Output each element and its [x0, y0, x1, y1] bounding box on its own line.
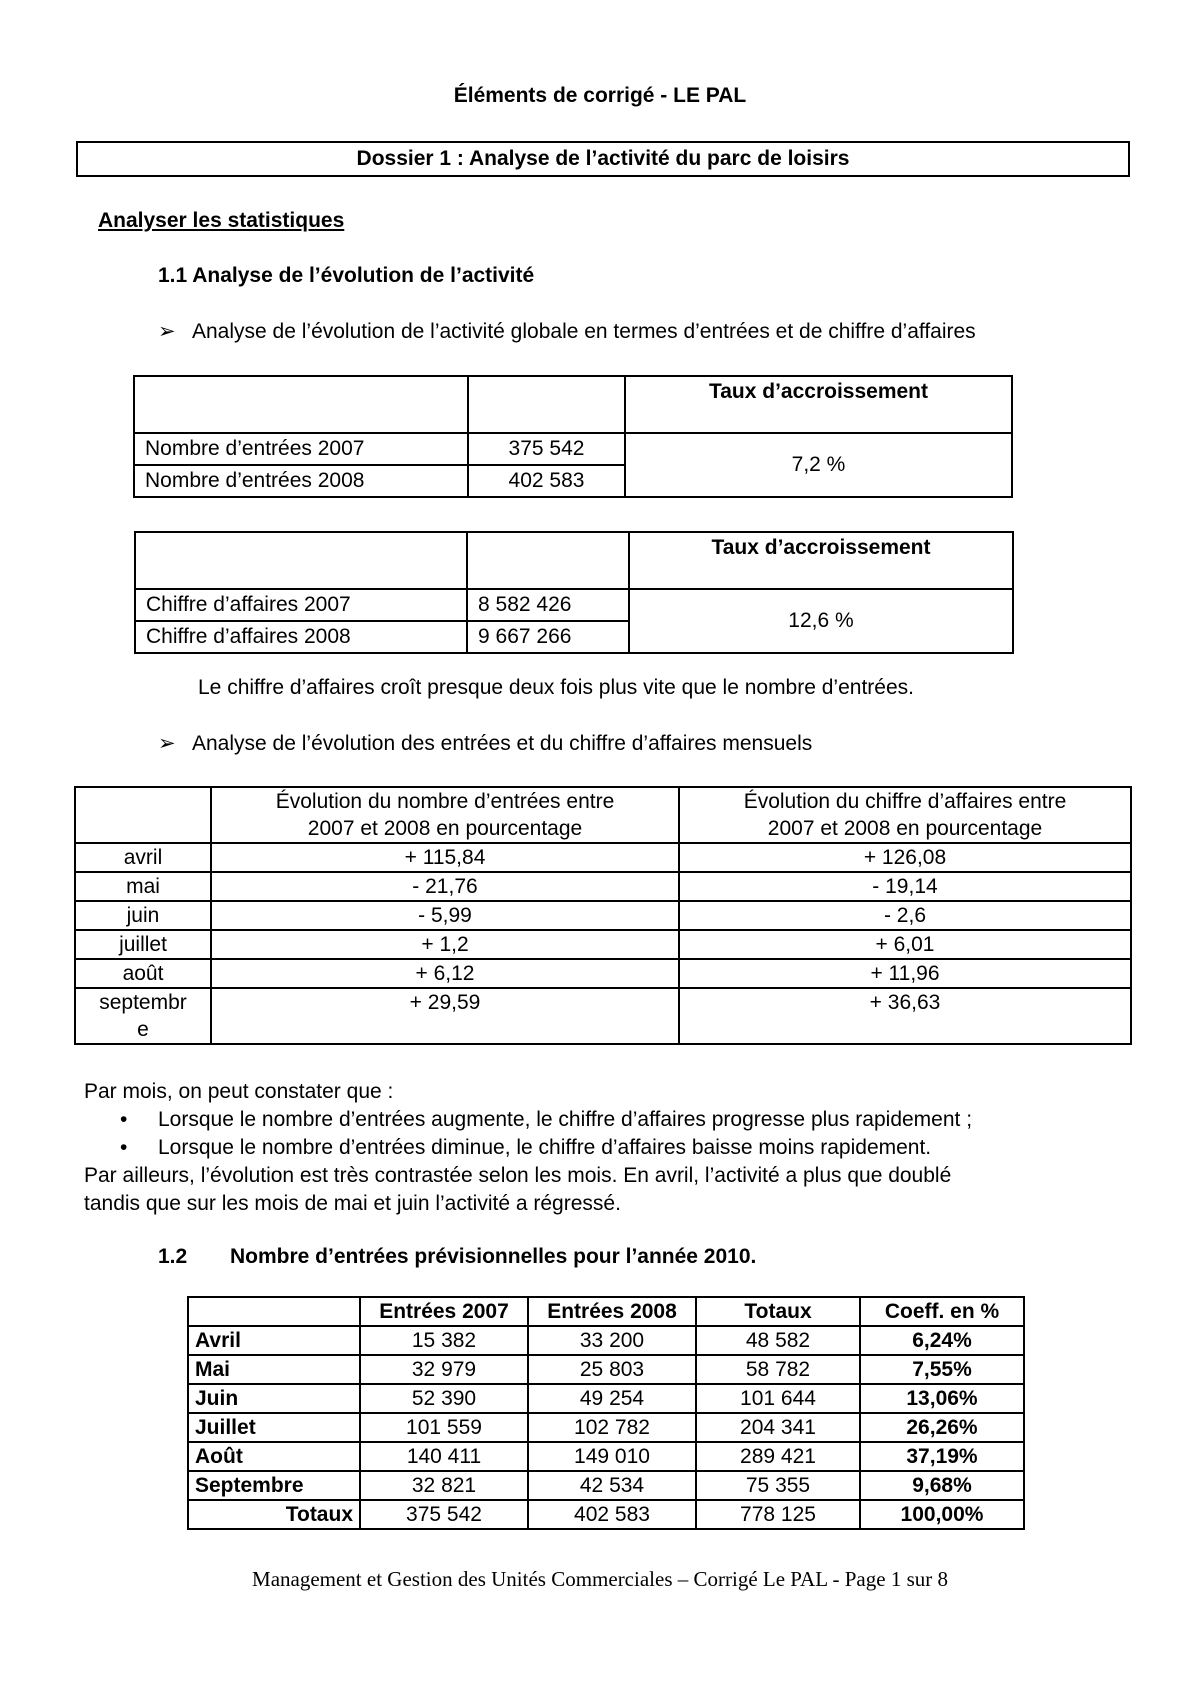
- coeff-cell: 9,68%: [860, 1471, 1024, 1500]
- subsection-title: Nombre d’entrées prévisionnelles pour l’année 2010.: [230, 1245, 757, 1268]
- table-row: [75, 988, 1131, 1044]
- coeff-cell: 6,24%: [860, 1326, 1024, 1355]
- revenue-cell: + 126,08: [679, 843, 1131, 872]
- entries-cell: + 1,2: [211, 930, 679, 959]
- table-row: [188, 1326, 1024, 1355]
- revenue-note: Le chiffre d’affaires croît presque deux fois plus vite que le nombre d’entrées.: [198, 676, 914, 699]
- list-item-text: Lorsque le nombre d’entrées augmente, le chiffre d’affaires progresse plus rapidement ;: [158, 1108, 973, 1131]
- month-line: e: [137, 1018, 149, 1041]
- arrow-item-global: [158, 319, 976, 344]
- revenue-cell: - 19,14: [679, 872, 1131, 901]
- table-row: [188, 1384, 1024, 1413]
- entries-2007-cell: 101 559: [360, 1413, 528, 1442]
- revenue-evolution-header: [679, 787, 1131, 843]
- revenue-cell: + 11,96: [679, 959, 1131, 988]
- table-row: [188, 1355, 1024, 1384]
- entries-2007-cell: 140 411: [360, 1442, 528, 1471]
- subsection-number: 1.2: [158, 1245, 188, 1268]
- entries-cell: - 5,99: [211, 901, 679, 930]
- table-row: [188, 1471, 1024, 1500]
- header-line: Évolution du nombre d’entrées entre: [275, 790, 615, 813]
- total-cell: 289 421: [696, 1442, 860, 1471]
- page-footer: Management et Gestion des Unités Commerciales – Corrigé Le PAL - Page 1 sur 8: [252, 1567, 948, 1591]
- forecast-entries-table: [187, 1296, 1025, 1530]
- header-line: Évolution du chiffre d’affaires entre: [743, 790, 1067, 813]
- arrow-item-text: Analyse de l’évolution des entrées et du chiffre d’affaires mensuels: [192, 732, 813, 755]
- total-cell: 204 341: [696, 1413, 860, 1442]
- empty-cell: [188, 1297, 360, 1326]
- month-cell: Juin: [188, 1384, 360, 1413]
- entries-2008-cell: 149 010: [528, 1442, 696, 1471]
- arrow-bullet-icon: ➢: [158, 732, 176, 755]
- row-value: 402 583: [468, 465, 625, 497]
- total-cell: 75 355: [696, 1471, 860, 1500]
- entries-2008-cell: 49 254: [528, 1384, 696, 1413]
- coeff-cell: 26,26%: [860, 1413, 1024, 1442]
- header-line: 2007 et 2008 en pourcentage: [767, 817, 1043, 840]
- empty-cell: [75, 787, 211, 843]
- row-value: 9 667 266: [467, 621, 629, 653]
- month-cell: août: [75, 959, 211, 988]
- month-cell: Août: [188, 1442, 360, 1471]
- growth-rate-value: 7,2 %: [625, 433, 1012, 497]
- coeff-cell: 37,19%: [860, 1442, 1024, 1471]
- header-line: 2007 et 2008 en pourcentage: [307, 817, 583, 840]
- total-cell: 58 782: [696, 1355, 860, 1384]
- month-cell: [75, 988, 211, 1044]
- document-title: Éléments de corrigé - LE PAL: [453, 84, 747, 107]
- revenue-growth-table: [134, 531, 1014, 654]
- row-label: Nombre d’entrées 2007: [134, 433, 468, 465]
- entries-2007-cell: 15 382: [360, 1326, 528, 1355]
- table-row: [75, 930, 1131, 959]
- totals-row: [188, 1500, 1024, 1529]
- revenue-cell: + 6,01: [679, 930, 1131, 959]
- bullet-icon: •: [120, 1108, 128, 1131]
- total-cell: 48 582: [696, 1326, 860, 1355]
- paragraph-conclusion: [84, 1162, 1144, 1218]
- empty-cell: [134, 376, 468, 433]
- column-header: Totaux: [696, 1297, 860, 1326]
- month-cell: avril: [75, 843, 211, 872]
- table-row: [75, 901, 1131, 930]
- entries-2008-cell: 33 200: [528, 1326, 696, 1355]
- arrow-item-monthly: [158, 731, 812, 756]
- entries-cell: + 6,12: [211, 959, 679, 988]
- table-row: [188, 1442, 1024, 1471]
- entries-cell: - 21,76: [211, 872, 679, 901]
- table-row: [188, 1413, 1024, 1442]
- table-row: [75, 959, 1131, 988]
- revenue-cell: + 36,63: [679, 988, 1131, 1044]
- entries-2008-cell: 25 803: [528, 1355, 696, 1384]
- arrow-item-text: Analyse de l’évolution de l’activité globale en termes d’entrées et de chiffre d’affaires: [192, 320, 976, 343]
- entries-2007-cell: 32 821: [360, 1471, 528, 1500]
- month-cell: mai: [75, 872, 211, 901]
- empty-cell: [468, 376, 625, 433]
- row-label: Nombre d’entrées 2008: [134, 465, 468, 497]
- totals-label: Totaux: [188, 1500, 360, 1529]
- subsection-1-1-heading: 1.1 Analyse de l’évolution de l’activité: [158, 264, 535, 287]
- entries-2007-cell: 52 390: [360, 1384, 528, 1413]
- month-cell: juin: [75, 901, 211, 930]
- arrow-bullet-icon: ➢: [158, 320, 176, 343]
- subsection-1-2-heading: [158, 1245, 756, 1269]
- entries-2008-cell: 102 782: [528, 1413, 696, 1442]
- entries-2007-cell: 32 979: [360, 1355, 528, 1384]
- month-cell: juillet: [75, 930, 211, 959]
- growth-rate-value: 12,6 %: [629, 589, 1013, 653]
- paragraph-line: Par ailleurs, l’évolution est très contrastée selon les mois. En avril, l’activité a plus que doublé: [84, 1164, 952, 1187]
- entries-cell: + 29,59: [211, 988, 679, 1044]
- empty-cell: [467, 532, 629, 589]
- row-label: Chiffre d’affaires 2007: [135, 589, 467, 621]
- month-cell: Mai: [188, 1355, 360, 1384]
- dossier-heading: Dossier 1 : Analyse de l’activité du parc de loisirs: [76, 141, 1130, 177]
- entries-2007-total: 375 542: [360, 1500, 528, 1529]
- monthly-evolution-table: [74, 786, 1132, 1045]
- empty-cell: [135, 532, 467, 589]
- list-item-text: Lorsque le nombre d’entrées diminue, le chiffre d’affaires baisse moins rapidement.: [158, 1136, 932, 1159]
- row-value: 8 582 426: [467, 589, 629, 621]
- month-cell: Avril: [188, 1326, 360, 1355]
- entries-2008-total: 402 583: [528, 1500, 696, 1529]
- grand-total: 778 125: [696, 1500, 860, 1529]
- bullet-icon: •: [120, 1136, 128, 1159]
- coeff-cell: 7,55%: [860, 1355, 1024, 1384]
- entries-growth-table: [133, 375, 1013, 498]
- column-header: Coeff. en %: [860, 1297, 1024, 1326]
- list-item: [120, 1106, 972, 1134]
- section-heading: Analyser les statistiques: [98, 209, 345, 232]
- coeff-total: 100,00%: [860, 1500, 1024, 1529]
- column-header: Entrées 2007: [360, 1297, 528, 1326]
- month-line: septembr: [99, 991, 187, 1014]
- column-header: Entrées 2008: [528, 1297, 696, 1326]
- row-label: Chiffre d’affaires 2008: [135, 621, 467, 653]
- entries-evolution-header: [211, 787, 679, 843]
- growth-rate-header: Taux d’accroissement: [625, 376, 1012, 433]
- total-cell: 101 644: [696, 1384, 860, 1413]
- revenue-cell: - 2,6: [679, 901, 1131, 930]
- month-cell: Juillet: [188, 1413, 360, 1442]
- table-row: [75, 843, 1131, 872]
- table-row: [75, 872, 1131, 901]
- growth-rate-header: Taux d’accroissement: [629, 532, 1013, 589]
- row-value: 375 542: [468, 433, 625, 465]
- coeff-cell: 13,06%: [860, 1384, 1024, 1413]
- list-item: [120, 1134, 972, 1162]
- bullet-list: [120, 1106, 972, 1162]
- paragraph-intro: Par mois, on peut constater que :: [84, 1080, 394, 1103]
- month-cell: Septembre: [188, 1471, 360, 1500]
- entries-2008-cell: 42 534: [528, 1471, 696, 1500]
- entries-cell: + 115,84: [211, 843, 679, 872]
- paragraph-line: tandis que sur les mois de mai et juin l’activité a régressé.: [84, 1192, 621, 1215]
